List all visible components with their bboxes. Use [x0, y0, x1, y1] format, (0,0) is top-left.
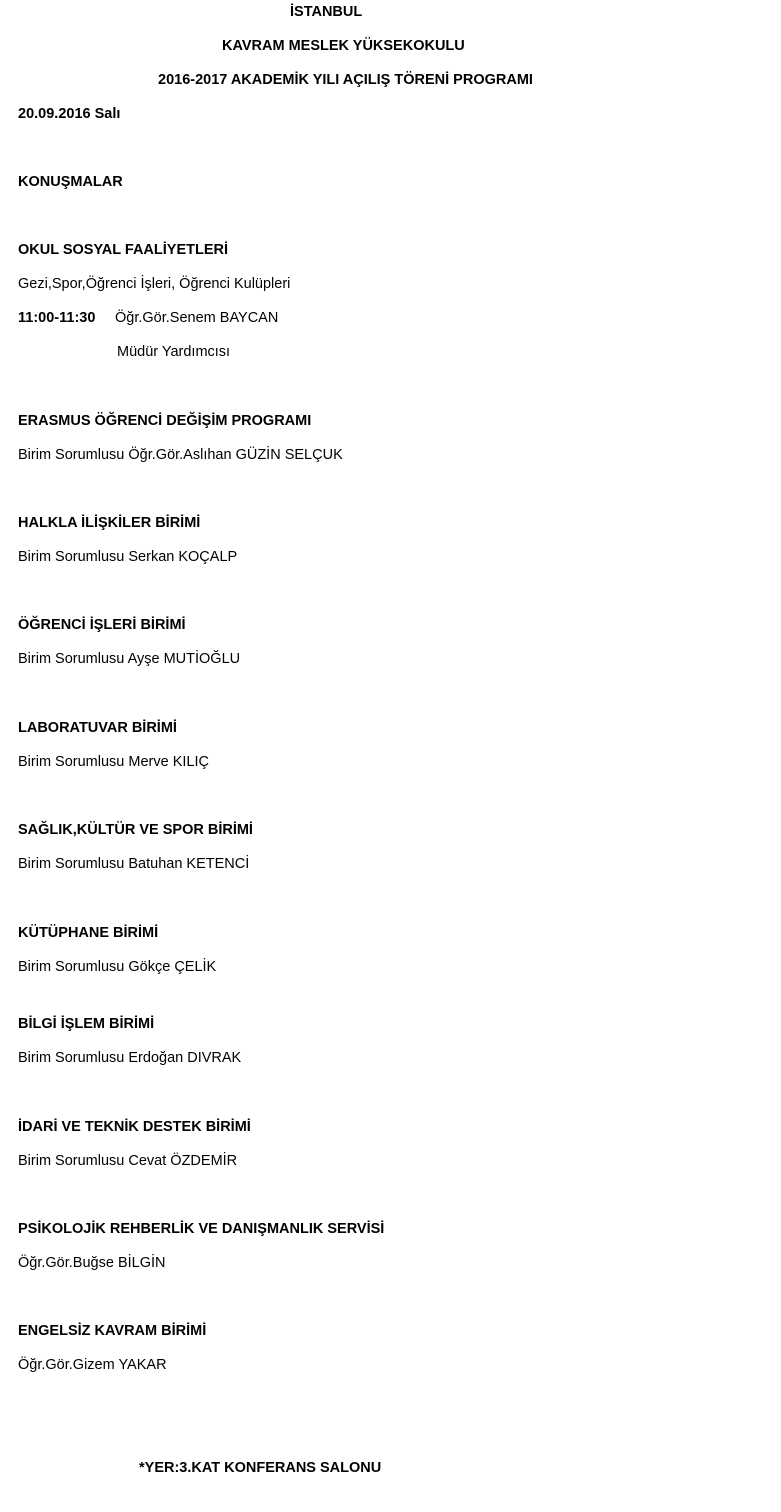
section-person: Birim Sorumlusu Cevat ÖZDEMİR — [18, 1153, 238, 1169]
section-person: Birim Sorumlusu Erdoğan DIVRAK — [18, 1050, 242, 1066]
section-person: Birim Sorumlusu Batuhan KETENCİ — [18, 856, 250, 872]
section-heading: BİLGİ İŞLEM BİRİMİ — [18, 1016, 155, 1032]
footer-location: *YER:3.KAT KONFERANS SALONU — [139, 1460, 382, 1476]
section-heading: ENGELSİZ KAVRAM BİRİMİ — [18, 1323, 207, 1339]
section-person: Öğr.Gör.Gizem YAKAR — [18, 1357, 167, 1373]
section-person: Birim Sorumlusu Merve KILIÇ — [18, 754, 209, 770]
header-school: KAVRAM MESLEK YÜKSEKOKULU — [222, 38, 465, 54]
section-heading: HALKLA İLİŞKİLER BİRİMİ — [18, 515, 201, 531]
social-role: Müdür Yardımcısı — [117, 344, 231, 360]
social-speaker: Öğr.Gör.Senem BAYCAN — [115, 310, 279, 326]
speeches-heading: KONUŞMALAR — [18, 174, 123, 190]
section-person: Birim Sorumlusu Ayşe MUTİOĞLU — [18, 651, 241, 667]
program-date: 20.09.2016 Salı — [18, 106, 121, 122]
section-person: Birim Sorumlusu Gökçe ÇELİK — [18, 959, 217, 975]
section-person: Birim Sorumlusu Öğr.Gör.Aslıhan GÜZİN SELÇUK — [18, 447, 343, 463]
section-person: Birim Sorumlusu Serkan KOÇALP — [18, 549, 238, 565]
social-topics: Gezi,Spor,Öğrenci İşleri, Öğrenci Kulüpleri — [18, 276, 291, 292]
section-heading: İDARİ VE TEKNİK DESTEK BİRİMİ — [18, 1119, 251, 1135]
section-heading: KÜTÜPHANE BİRİMİ — [18, 925, 159, 941]
section-heading: SAĞLIK,KÜLTÜR VE SPOR BİRİMİ — [18, 822, 253, 838]
header-city: İSTANBUL — [290, 4, 363, 20]
social-heading: OKUL SOSYAL FAALİYETLERİ — [18, 242, 229, 258]
section-person: Öğr.Gör.Buğse BİLGİN — [18, 1255, 166, 1271]
section-heading: ERASMUS ÖĞRENCİ DEĞİŞİM PROGRAMI — [18, 413, 312, 429]
section-heading: PSİKOLOJİK REHBERLİK VE DANIŞMANLIK SERVİSİ — [18, 1221, 385, 1237]
social-time: 11:00-11:30 — [18, 310, 96, 326]
header-program-title: 2016-2017 AKADEMİK YILI AÇILIŞ TÖRENİ PROGRAMI — [158, 72, 533, 88]
section-heading: ÖĞRENCİ İŞLERİ BİRİMİ — [18, 617, 186, 633]
section-heading: LABORATUVAR BİRİMİ — [18, 720, 177, 736]
